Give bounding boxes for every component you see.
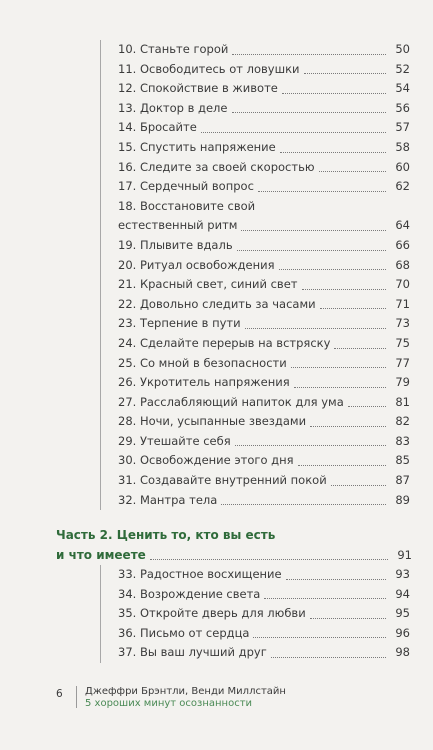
toc-entry-page: 58 <box>395 139 410 154</box>
toc-entry-page: 60 <box>395 159 410 174</box>
toc-entry <box>100 604 410 624</box>
toc-entry <box>100 99 410 119</box>
leader-dots <box>304 72 386 74</box>
toc-entry-label: естественный ритм <box>118 218 238 233</box>
toc-entry <box>100 451 410 471</box>
toc-entry-label: 28. Ночи, усыпанные звездами <box>118 414 307 429</box>
leader-dots <box>253 636 386 638</box>
leader-dots <box>264 597 386 599</box>
toc-entry <box>100 373 410 393</box>
toc-entry-page: 64 <box>395 218 410 233</box>
toc-entry-label: 37. Вы ваш лучший друг <box>118 645 267 660</box>
toc-entry-label: 12. Спокойствие в животе <box>118 81 278 96</box>
leader-dots <box>348 405 386 407</box>
toc-entry-page: 83 <box>395 433 410 448</box>
toc-entry <box>100 40 410 60</box>
footer-divider <box>76 686 77 708</box>
toc-entry-label: 26. Укротитель напряжения <box>118 375 290 390</box>
toc-entry <box>100 585 410 605</box>
leader-dots <box>280 151 386 153</box>
toc-entry-page: 70 <box>395 277 410 292</box>
toc-entry <box>100 354 410 374</box>
leader-dots <box>271 656 386 658</box>
leader-dots <box>241 229 386 231</box>
toc-entry-page: 66 <box>395 237 410 252</box>
toc-entry-label: 21. Красный свет, синий свет <box>118 277 298 292</box>
leader-dots <box>235 444 386 446</box>
toc-entry-page: 93 <box>395 567 410 581</box>
part-heading-line1: Часть 2. Ценить то, кто вы есть <box>56 528 276 542</box>
toc-entry-page: 52 <box>395 61 410 76</box>
toc-entry-label: 31. Создавайте внутренний покой <box>118 473 327 488</box>
toc-entry-page: 62 <box>395 179 410 194</box>
toc-entry-page: 56 <box>395 100 410 115</box>
toc-entry <box>100 158 410 178</box>
toc-entry <box>100 197 410 236</box>
leader-dots <box>291 366 386 368</box>
toc-entry-page: 75 <box>395 335 410 350</box>
leader-dots <box>232 111 387 113</box>
toc-entry-page: 94 <box>395 586 410 601</box>
leader-dots <box>302 288 387 290</box>
toc-entry-label: 23. Терпение в пути <box>118 316 241 331</box>
toc-entry-label: 10. Станьте горой <box>118 42 229 56</box>
toc-entry-page: 57 <box>395 120 410 135</box>
toc-entry-page: 89 <box>395 492 410 507</box>
toc-entry-label: 20. Ритуал освобождения <box>118 257 275 272</box>
toc-entry-label: 13. Доктор в деле <box>118 100 228 115</box>
toc-entry-label: 35. Откройте дверь для любви <box>118 606 306 621</box>
toc-entry-label: 16. Следите за своей скоростью <box>118 159 315 174</box>
leader-dots <box>319 170 386 172</box>
toc-entry-label: 25. Со мной в безопасности <box>118 355 287 370</box>
toc-entry-page: 73 <box>395 316 410 331</box>
leader-dots <box>331 484 386 486</box>
part-heading <box>56 526 412 565</box>
toc-entry <box>100 334 410 354</box>
leader-dots <box>279 268 386 270</box>
toc-entry-label: 32. Мантра тела <box>118 492 218 507</box>
leader-dots <box>258 190 386 192</box>
toc-entry-label: 15. Спустить напряжение <box>118 139 276 154</box>
toc-entry-page: 96 <box>395 625 410 640</box>
leader-dots <box>320 307 386 309</box>
toc-entry <box>100 60 410 80</box>
toc-entry <box>100 177 410 197</box>
toc-entry-page: 95 <box>395 606 410 621</box>
leader-dots <box>245 327 386 329</box>
toc-entry-page: 87 <box>395 473 410 488</box>
footer-book-title: 5 хороших минут осознанности <box>85 698 253 709</box>
toc-entry <box>100 412 410 432</box>
toc-entry-page: 68 <box>395 257 410 272</box>
toc-entry-page: 71 <box>395 296 410 311</box>
table-of-contents <box>100 40 410 510</box>
leader-dots <box>286 578 386 580</box>
toc-entry-label: 19. Плывите вдаль <box>118 237 233 252</box>
toc-entry-label: 36. Письмо от сердца <box>118 625 250 640</box>
toc-entry <box>100 624 410 644</box>
toc-entry <box>100 393 410 413</box>
toc-entry-page: 85 <box>395 453 410 468</box>
toc-entry <box>100 314 410 334</box>
toc-entry-label: 33. Радостное восхищение <box>118 567 282 581</box>
toc-entry-label: 24. Сделайте перерыв на встряску <box>118 335 331 350</box>
toc-entry-label: 22. Довольно следить за часами <box>118 296 316 311</box>
footer-authors: Джеффри Брэнтли, Венди Миллстайн <box>85 686 286 697</box>
toc-entry <box>100 79 410 99</box>
toc-entry <box>100 643 410 663</box>
toc-entry-label-line1: 18. Восстановите свой <box>118 198 256 213</box>
leader-dots <box>294 386 386 388</box>
toc-entry <box>100 491 410 511</box>
leader-dots <box>298 464 386 466</box>
toc-entry <box>100 256 410 276</box>
leader-dots <box>201 131 386 133</box>
leader-dots <box>334 347 386 349</box>
toc-entry-label: 11. Освободитесь от ловушки <box>118 61 300 76</box>
leader-dots <box>150 558 388 560</box>
toc-entry-label: 30. Освобождение этого дня <box>118 453 294 468</box>
leader-dots <box>310 425 386 427</box>
toc-entry <box>100 275 410 295</box>
leader-dots <box>221 503 386 505</box>
toc-entry-page: 82 <box>395 414 410 429</box>
toc-entry-label: 29. Утешайте себя <box>118 433 231 448</box>
toc-entry <box>100 236 410 256</box>
toc-entry <box>100 471 410 491</box>
toc-entry-label: 14. Бросайте <box>118 120 197 135</box>
leader-dots <box>237 249 386 251</box>
part-heading-page: 91 <box>397 547 412 562</box>
part-entries-list <box>100 565 410 663</box>
toc-entry <box>100 138 410 158</box>
part-heading-line2: и что имеете <box>56 547 146 562</box>
toc-entry <box>100 565 410 585</box>
toc-entry <box>100 118 410 138</box>
toc-entry-page: 79 <box>395 375 410 390</box>
toc-entry-label: 34. Возрождение света <box>118 586 261 601</box>
leader-dots <box>232 53 386 55</box>
leader-dots <box>310 617 386 619</box>
toc-entry <box>100 295 410 315</box>
toc-entry-label: 17. Сердечный вопрос <box>118 179 254 194</box>
toc-entry-page: 81 <box>395 394 410 409</box>
leader-dots <box>282 92 386 94</box>
toc-entry-page: 77 <box>395 355 410 370</box>
page-number: 6 <box>56 688 63 700</box>
toc-entry-page: 50 <box>395 42 410 56</box>
toc-entry-page: 98 <box>395 645 410 660</box>
page-footer <box>56 686 386 710</box>
toc-entry-page: 54 <box>395 81 410 96</box>
toc-entry <box>100 432 410 452</box>
toc-entry-label: 27. Расслабляющий напиток для ума <box>118 394 344 409</box>
